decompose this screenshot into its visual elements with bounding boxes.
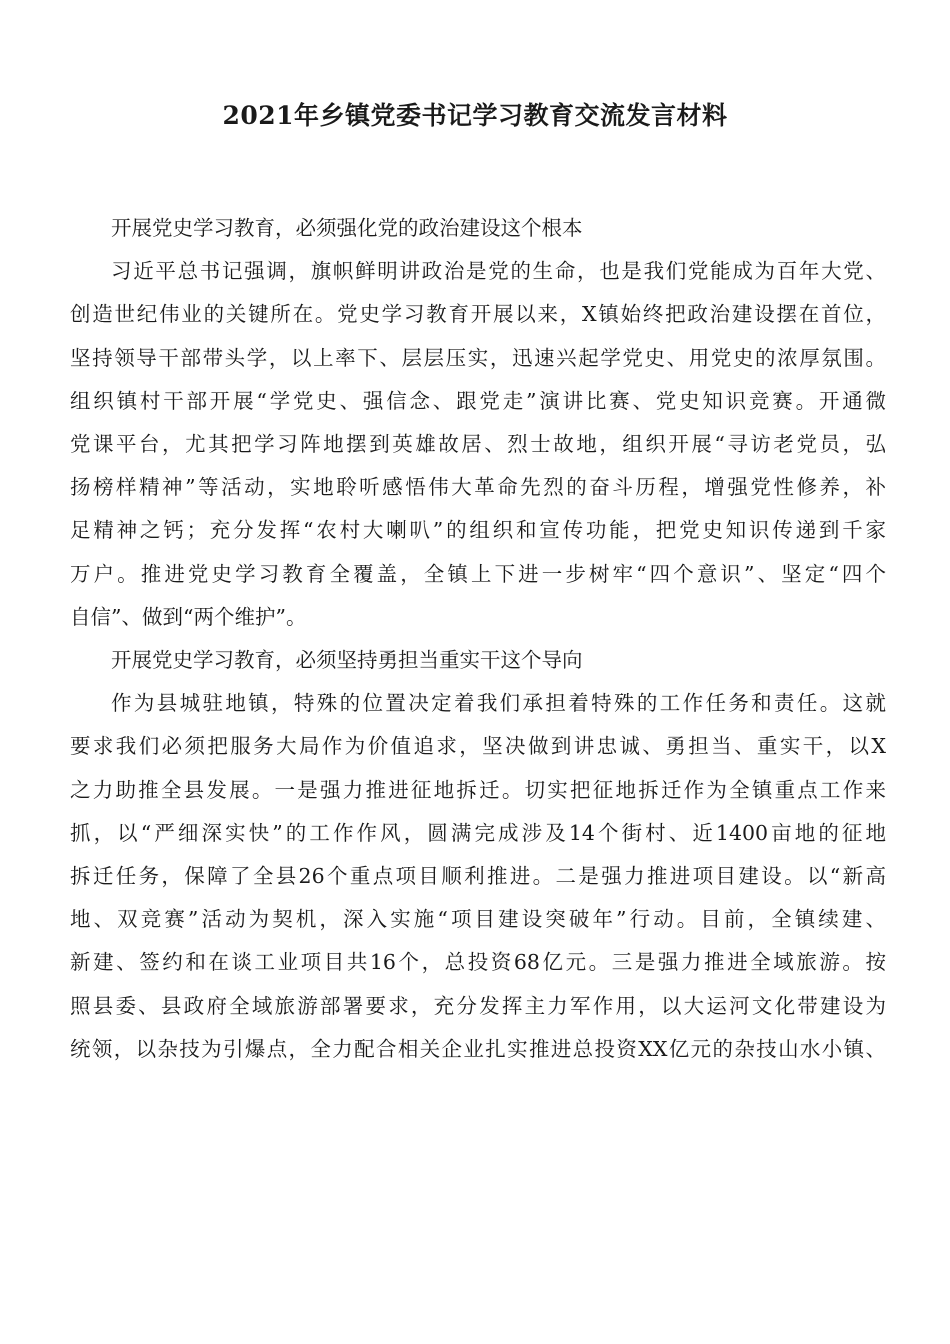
document-title: 2021年乡镇党委书记学习教育交流发言材料	[222, 101, 728, 130]
paragraph-line: 作为县城驻地镇，特殊的位置决定着我们承担着特殊的工作任务和责任。这就	[111, 691, 886, 716]
paragraph-line: 统领，以杂技为引爆点，全力配合相关企业扎实推进总投资XX亿元的杂技山水小镇、	[70, 1036, 886, 1061]
paragraph-line: 地、双竞赛”活动为契机，深入实施“项目建设突破年”行动。目前，全镇续建、	[70, 907, 886, 932]
paragraph-1	[70, 250, 886, 639]
document-body	[70, 207, 886, 1071]
paragraph-line: 抓，以“严细深实快”的工作作风，圆满完成涉及14个街村、近1400亩地的征地	[70, 820, 886, 845]
paragraph-line: 创造世纪伟业的关键所在。党史学习教育开展以来，X镇始终把政治建设摆在首位，	[70, 302, 886, 327]
paragraph-line: 扬榜样精神”等活动，实地聆听感悟伟大革命先烈的奋斗历程，增强党性修养，补	[70, 475, 886, 500]
paragraph-2	[70, 682, 886, 1071]
section-heading-1	[70, 207, 886, 250]
paragraph-line: 新建、签约和在谈工业项目共16个，总投资68亿元。三是强力推进全域旅游。按	[70, 950, 886, 975]
section-heading-2	[70, 639, 886, 682]
paragraph-line: 要求我们必须把服务大局作为价值追求，坚决做到讲忠诚、勇担当、重实干，以X	[70, 734, 886, 759]
paragraph-line: 党课平台，尤其把学习阵地摆到英雄故居、烈士故地，组织开展“寻访老党员，弘	[70, 432, 886, 457]
paragraph-line: 坚持领导干部带头学，以上率下、层层压实，迅速兴起学党史、用党史的浓厚氛围。	[70, 345, 886, 370]
heading-text: 开展党史学习教育，必须强化党的政治建设这个根本	[111, 216, 583, 240]
paragraph-line: 自信”、做到“两个维护”。	[70, 604, 307, 629]
paragraph-line: 拆迁任务，保障了全县26个重点项目顺利推进。二是强力推进项目建设。以“新高	[70, 864, 886, 889]
paragraph-line: 足精神之钙；充分发挥“农村大喇叭”的组织和宣传功能，把党史知识传递到千家	[70, 518, 886, 543]
paragraph-line: 习近平总书记强调，旗帜鲜明讲政治是党的生命，也是我们党能成为百年大党、	[111, 259, 886, 284]
paragraph-line: 万户。推进党史学习教育全覆盖，全镇上下进一步树牢“四个意识”、坚定“四个	[70, 561, 886, 586]
paragraph-line: 之力助推全县发展。一是强力推进征地拆迁。切实把征地拆迁作为全镇重点工作来	[70, 777, 886, 802]
paragraph-line: 组织镇村干部开展“学党史、强信念、跟党走”演讲比赛、党史知识竞赛。开通微	[70, 388, 886, 413]
heading-text: 开展党史学习教育，必须坚持勇担当重实干这个导向	[111, 648, 583, 673]
paragraph-line: 照县委、县政府全域旅游部署要求，充分发挥主力军作用，以大运河文化带建设为	[70, 993, 886, 1018]
